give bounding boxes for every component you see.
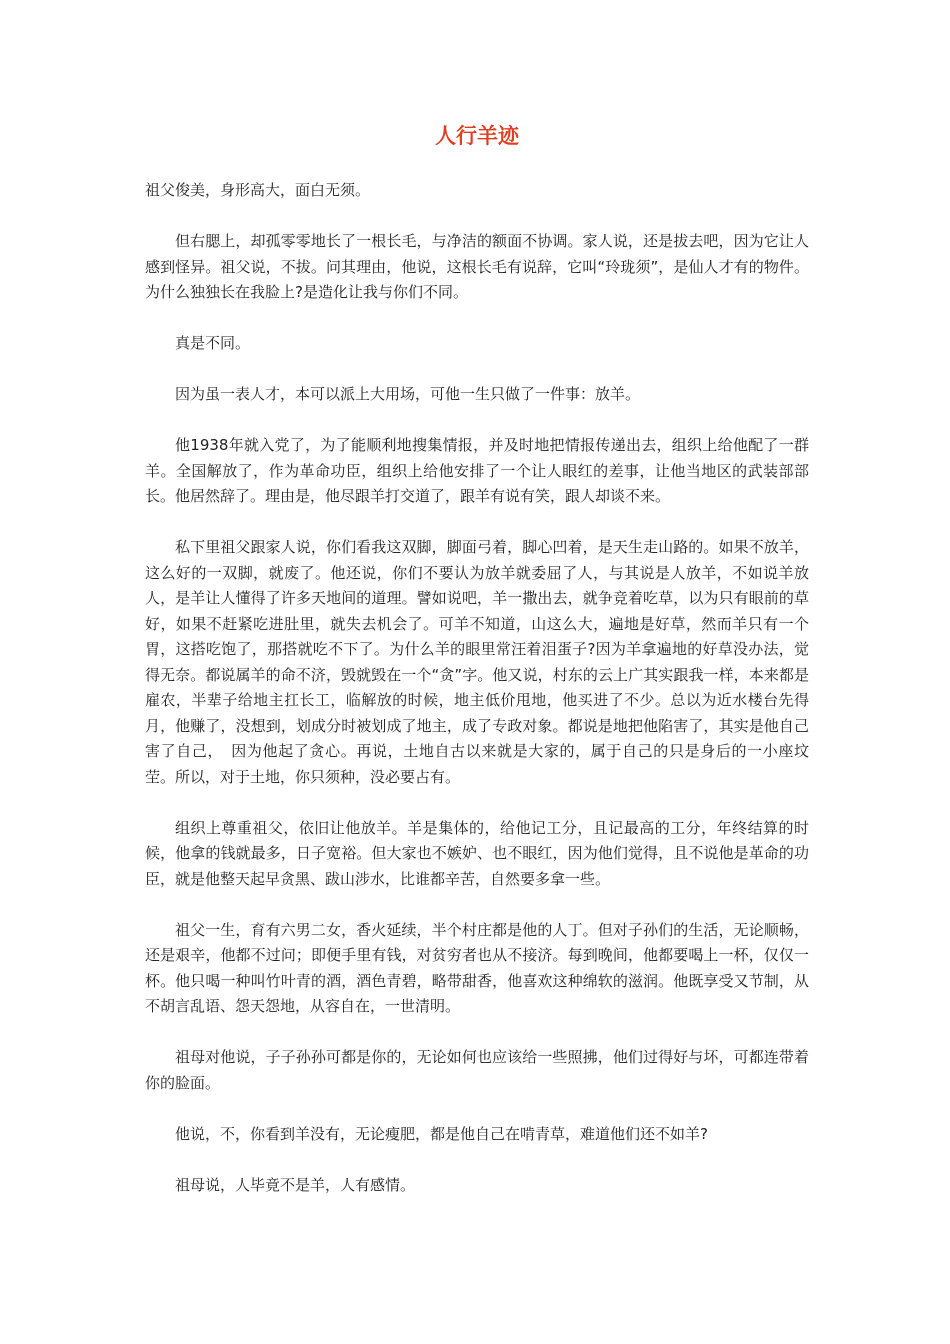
paragraph-11: 祖母说，人毕竟不是羊，人有感情。 (175, 1175, 416, 1194)
article-body (145, 118, 809, 1224)
paragraph-6: 私下里祖父跟家人说，你们看我这双脚，脚面弓着，脚心凹着，是天生走山路的。如果不放羊，这么好的一双脚，就废了。他还说，你们不要认为放羊就委屈了人，与其说是人放羊，不如说羊放人，是羊让人懂得了许多天地间的道理。譬如说吧，羊一撒出去，就争竞着吃草，以为只有眼前的草好，如果不赶紧吃进肚里，就失去机会了。可羊不知道，山这么大，遍地是好草，然而羊只有一个胃，这搭吃饱了，那搭就吃不下了。为什么羊的眼里常汪着泪蛋子?因为羊拿遍地的好草没办法，觉得无奈。都说属羊的命不济，毁就毁在一个“贪”字。他又说，村东的云上广其实跟我一样，本来都是雇农，半辈子给地主扛长工，临解放的时候，地主低价甩地，他买进了不少。总以为近水楼台先得月，他赚了，没想到，划成分时被划成了地主，成了专政对象。都说是地把他陷害了，其实是他自己害了自己， 因为他起了贪心。再说，土地自古以来就是大家的，属于自己的只是身后的一小座坟茔。所以，对于土地，你只须种，没必要占有。 (145, 538, 809, 786)
paragraph-1: 祖父俊美，身形高大，面白无须。 (145, 181, 371, 199)
paragraph-4: 因为虽一表人才，本可以派上大用场，可他一生只做了一件事：放羊。 (175, 385, 641, 403)
paragraph-8: 祖父一生，育有六男二女，香火延续，半个村庄都是他的人丁。但对子孙们的生活，无论顺畅，还是艰辛，他都不过问；即便手里有钱，对贫穷者也从不接济。每到晚间，他都要喝上一杯，仅仅一杯。他只喝一种叫竹叶青的酒，酒色青碧，略带甜香，他喜欢这种绵软的滋润。他既享受又节制，从不胡言乱语、怨天怨地，从容自在，一世清明。 (145, 920, 809, 1015)
paragraph-3: 真是不同。 (175, 334, 251, 352)
paragraph-10: 他说，不，你看到羊没有，无论瘦肥，都是他自己在啃青草，难道他们还不如羊? (175, 1124, 708, 1143)
paragraph-7: 组织上尊重祖父，依旧让他放羊。羊是集体的，给他记工分，且记最高的工分，年终结算的时候，他拿的钱就最多，日子宽裕。但大家也不嫉妒、也不眼红，因为他们觉得，且不说他是革命的功臣，就是他整天起早贪黑、跋山涉水，比谁都辛苦，自然要多拿一些。 (145, 818, 809, 888)
paragraph-5: 他1938年就入党了，为了能顺利地搜集情报，并及时地把情报传递出去，组织上给他配了一群羊。全国解放了，作为革命功臣，组织上给他安排了一个让人眼红的差事，让他当地区的武装部部长。他居然辞了。理由是，他尽跟羊打交道了，跟羊有说有笑，跟人却谈不来。 (145, 436, 809, 505)
paragraph-9: 祖母对他说，子子孙孙可都是你的，无论如何也应该给一些照拂，他们过得好与坏，可都连带着你的脸面。 (145, 1048, 809, 1092)
article-title: 人行羊迹 (435, 123, 519, 148)
paragraph-2: 但右腮上，却孤零零地长了一根长毛，与净洁的额面不协调。家人说，还是拔去吧，因为它让人感到怪异。祖父说，不拔。问其理由，他说，这根长毛有说辞，它叫“玲珑须”，是仙人才有的物件。为什么独独长在我脸上?是造化让我与你们不同。 (145, 232, 809, 301)
